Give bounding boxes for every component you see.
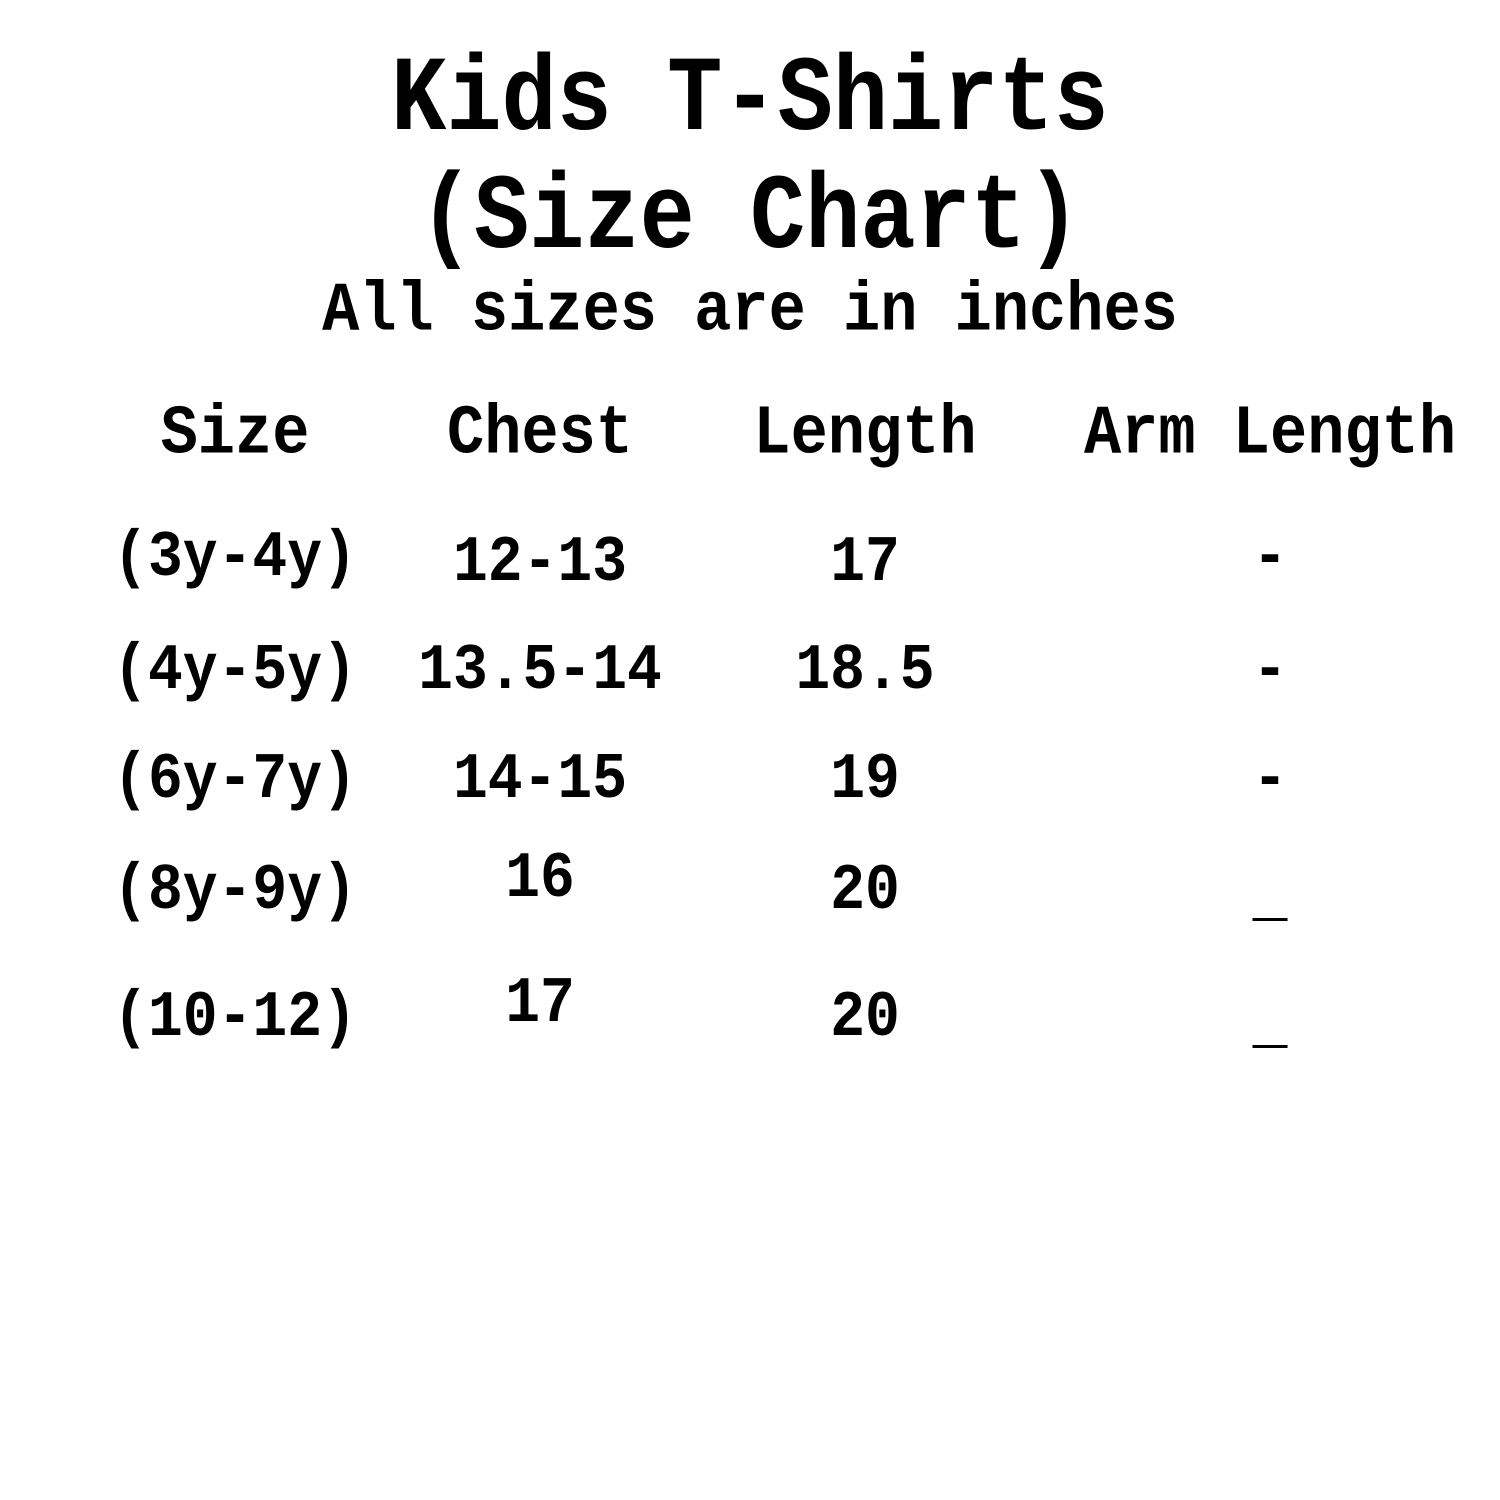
page-subtitle-text: (Size Chart) [418, 157, 1082, 280]
table-row [0, 515, 1500, 605]
cell-arm-length: _ [1252, 988, 1288, 1062]
cell-size: (8y-9y) [113, 855, 357, 929]
cell-length: 20 [830, 982, 900, 1056]
cell-size: (10-12) [113, 982, 357, 1056]
cell-size: (3y-4y) [113, 522, 357, 596]
cell-chest: 17 [505, 968, 575, 1042]
cell-chest: 14-15 [452, 744, 628, 818]
table-row [0, 737, 1500, 827]
table-row [0, 968, 1500, 1065]
column-header-size: Size [160, 394, 310, 474]
table-row [0, 628, 1500, 718]
cell-size: (4y-5y) [113, 635, 357, 709]
page-title [0, 39, 1500, 162]
table-header-row [0, 390, 1500, 480]
cell-length: 20 [830, 855, 900, 929]
cell-arm-length: _ [1252, 861, 1288, 935]
column-header-arm-length: Arm Length [1083, 394, 1457, 474]
cell-chest: 16 [505, 843, 575, 917]
page-title-text: Kids T-Shirts [391, 39, 1109, 162]
cell-length: 17 [830, 527, 900, 601]
cell-length: 18.5 [795, 635, 935, 709]
cell-chest: 12-13 [452, 527, 628, 601]
cell-size: (6y-7y) [113, 744, 357, 818]
page-subtitle [0, 157, 1500, 280]
cell-chest: 13.5-14 [418, 635, 662, 709]
units-note [0, 272, 1500, 352]
cell-length: 19 [830, 744, 900, 818]
table-row [0, 843, 1500, 938]
cell-arm-length: - [1252, 744, 1288, 818]
column-header-chest: Chest [446, 394, 634, 474]
units-note-text: All sizes are in inches [322, 271, 1178, 351]
cell-arm-length: - [1252, 522, 1288, 596]
column-header-length: Length [753, 394, 977, 474]
cell-arm-length: - [1252, 635, 1288, 709]
